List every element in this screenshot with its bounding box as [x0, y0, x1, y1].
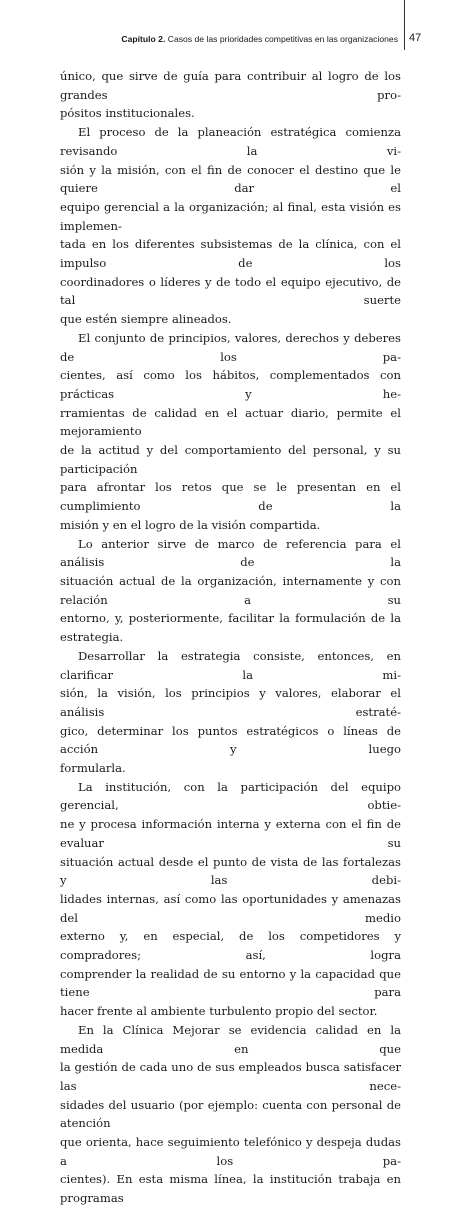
paragraph	[60, 1021, 401, 1208]
text-line: la gestión de cada uno de sus empleados busca satisfacer las nece-	[60, 1060, 401, 1093]
text-line: La institución, con la participación del equipo gerencial, obtie-	[60, 779, 401, 813]
text-line: hacer frente al ambiente turbulento propio del sector.	[60, 1004, 378, 1019]
text-line: Desarrollar la estrategia consiste, entonces, en clarificar la mi-	[60, 648, 401, 682]
text-line: situación actual de la organización, internamente y con relación a su	[60, 573, 401, 607]
text-line: tada en los diferentes subsistemas de la clínica, con el impulso de los	[60, 237, 401, 271]
text-line: externo y, en especial, de los competidores y compradores; así, logra	[60, 929, 401, 963]
text-line: cientes). En esta misma línea, la institución trabaja en programas	[60, 1172, 401, 1206]
text-line: equipo gerencial a la organización; al final, esta visión es implemen-	[60, 199, 401, 233]
text-line: misión y en el logro de la visión compartida.	[60, 517, 321, 532]
text-line: cientes, así como los hábitos, complementados con prácticas y he-	[60, 368, 401, 401]
chapter-label: Capítulo 2.	[121, 34, 166, 44]
body-text	[60, 67, 401, 1208]
running-head	[60, 34, 398, 44]
text-line: rramientas de calidad en el actuar diario, permite el mejoramiento	[60, 405, 401, 439]
text-line: lidades internas, así como las oportunidades y amenazas del medio	[60, 891, 401, 925]
paragraph	[60, 647, 401, 778]
text-line: En la Clínica Mejorar se evidencia calidad en la medida en que	[60, 1022, 401, 1056]
paragraph	[60, 67, 401, 123]
text-line: entorno, y, posteriormente, facilitar la formulación de la estrategia.	[60, 611, 401, 645]
paragraph	[60, 123, 401, 329]
paragraph	[60, 535, 401, 647]
text-line: que estén siempre alineados.	[60, 312, 232, 327]
text-line: único, que sirve de guía para contribuir al logro de los grandes pro-	[60, 69, 401, 102]
text-line: sión, la visión, los principios y valores, elaborar el análisis estraté-	[60, 686, 401, 719]
paragraph	[60, 329, 401, 535]
page-number: 47	[409, 32, 422, 44]
text-line: coordinadores o líderes y de todo el equipo ejecutivo, de tal suerte	[60, 274, 401, 308]
text-line: que orienta, hace seguimiento telefónico y despeja dudas a los pa-	[60, 1135, 401, 1168]
text-line: gico, determinar los puntos estratégicos o líneas de acción y luego	[60, 723, 401, 757]
text-line: sidades del usuario (por ejemplo: cuenta con personal de atención	[60, 1097, 401, 1131]
text-line: ne y procesa información interna y externa con el fin de evaluar su	[60, 817, 401, 850]
text-line: formularla.	[60, 761, 126, 776]
paragraph	[60, 778, 401, 1021]
text-line: comprender la realidad de su entorno y la capacidad que tiene para	[60, 966, 401, 1000]
text-line: de la actitud y del comportamiento del personal, y su participación	[60, 443, 401, 476]
text-line: El proceso de la planeación estratégica comienza revisando la vi-	[60, 125, 401, 158]
chapter-title: Casos de las prioridades competitivas en las organizaciones	[167, 34, 398, 44]
text-line: sión y la misión, con el fin de conocer el destino que le quiere dar el	[60, 162, 401, 196]
text-line: para afrontar los retos que se le presentan en el cumplimiento de la	[60, 480, 401, 514]
header-divider	[404, 0, 405, 50]
text-line: Lo anterior sirve de marco de referencia para el análisis de la	[60, 536, 401, 570]
text-line: El conjunto de principios, valores, derechos y deberes de los pa-	[60, 330, 401, 364]
text-line: pósitos institucionales.	[60, 106, 195, 121]
text-line: situación actual desde el punto de vista de las fortalezas y las debi-	[60, 854, 401, 888]
